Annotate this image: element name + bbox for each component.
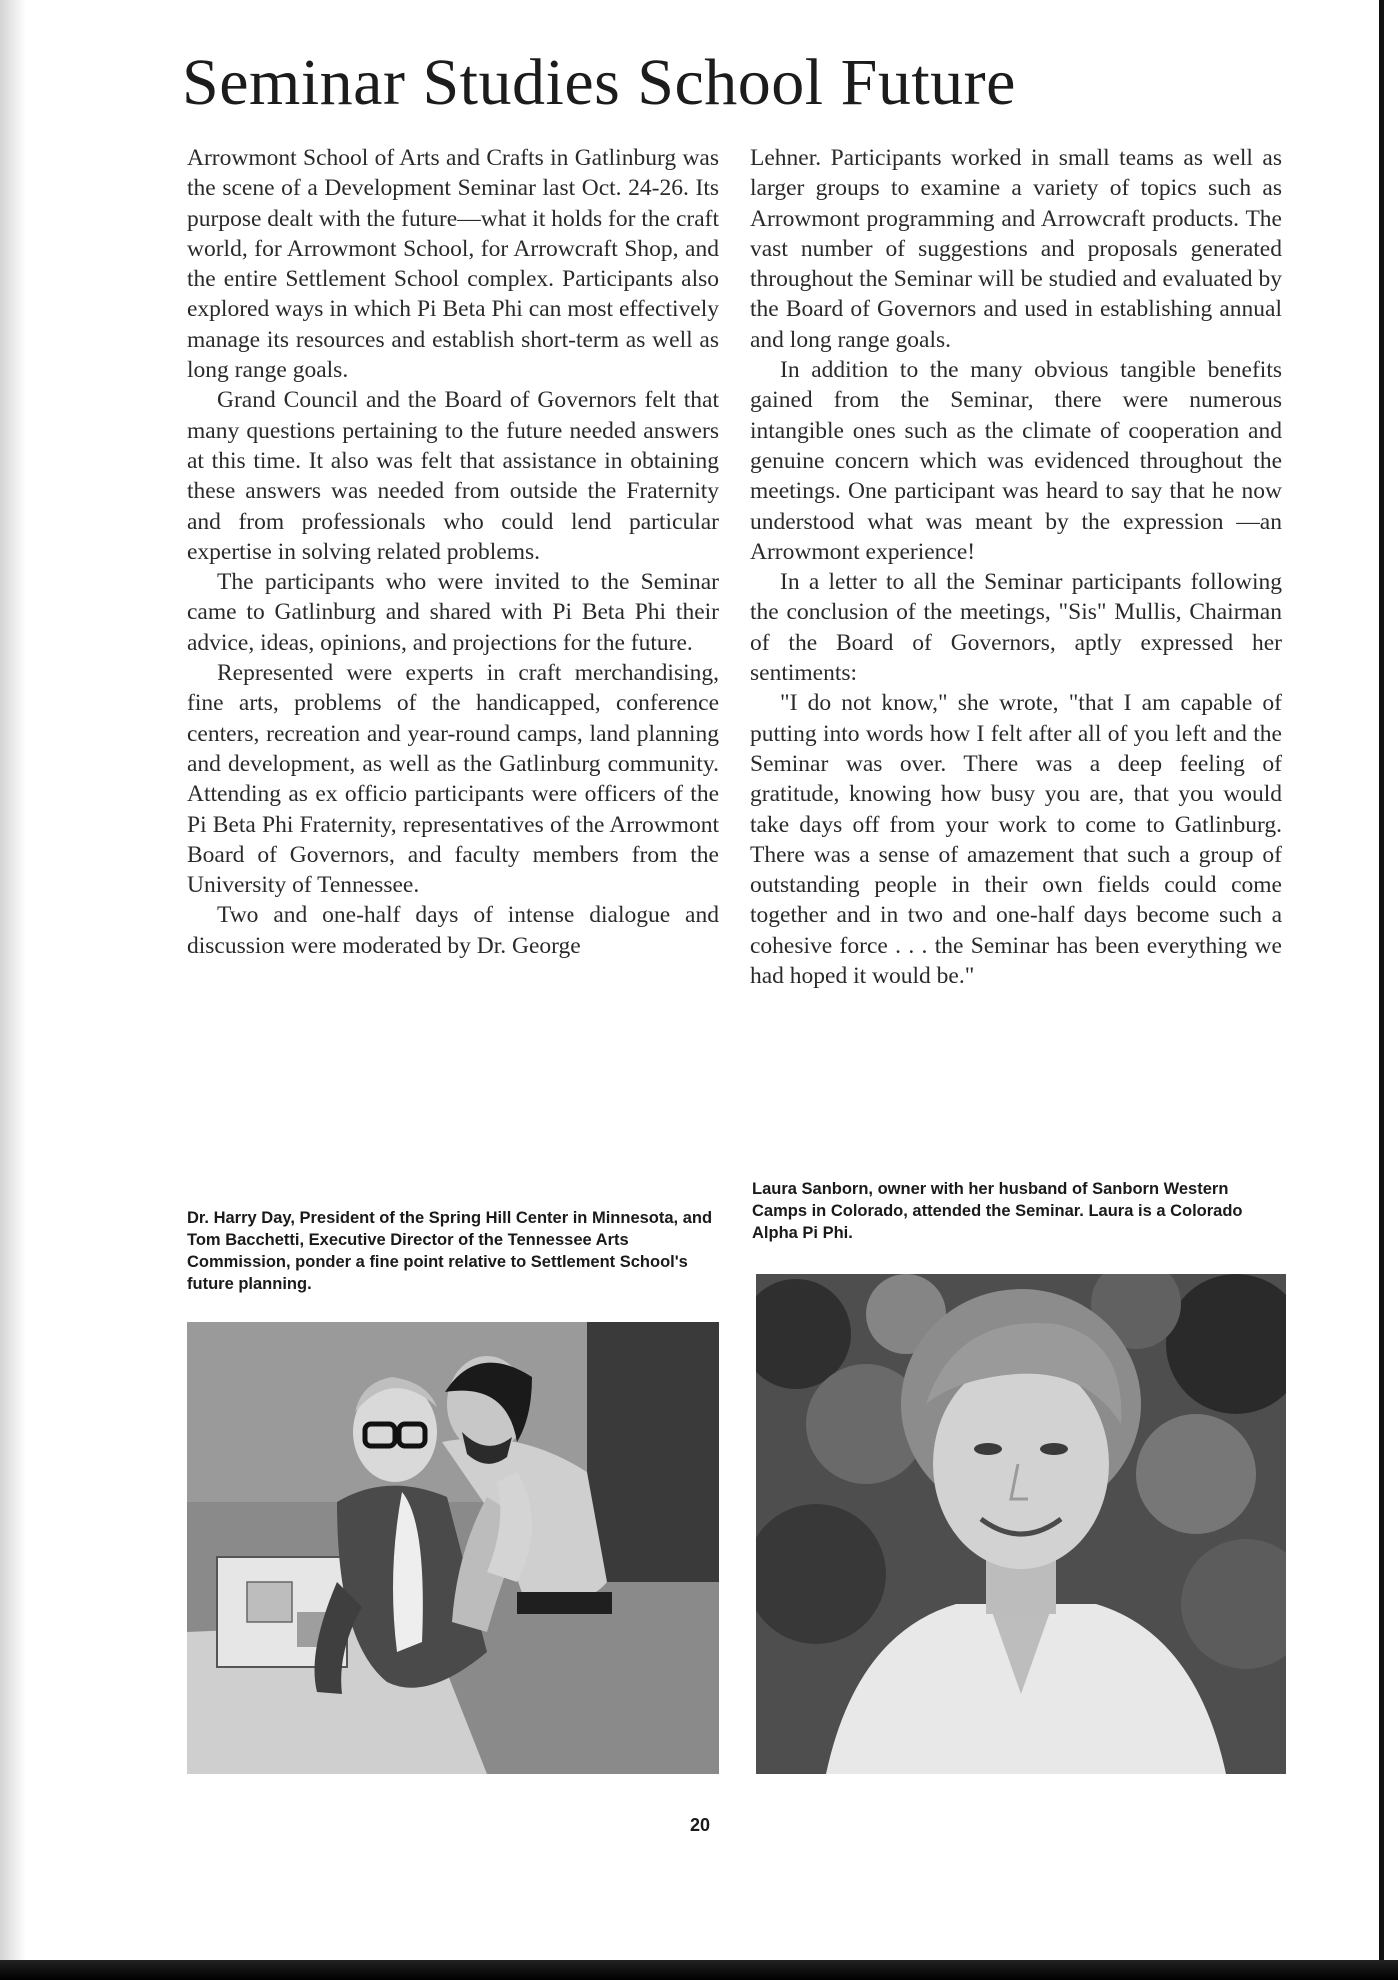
- photo-illustration: [187, 1322, 719, 1774]
- scan-edge-right: [1379, 0, 1384, 1980]
- article-column-left: [187, 143, 719, 961]
- photo-caption-right: Laura Sanborn, owner with her husband of Sanborn Western Camps in Colorado, attended the Seminar. Laura is a Colorado Alpha Pi Phi.: [752, 1180, 1243, 1242]
- article-title: Seminar Studies School Future: [182, 46, 1016, 119]
- paragraph: Two and one-half days of intense dialogue and discussion were moderated by Dr. George: [187, 902, 719, 959]
- scan-edge-bottom: [0, 1960, 1398, 1980]
- page-number: 20: [689, 1815, 711, 1835]
- photo-illustration: [756, 1274, 1286, 1774]
- paragraph: In a letter to all the Seminar participants following the conclusion of the meetings, "Sis" Mullis, Chairman of the Board of Governors, aptly expressed her sentiments:: [750, 569, 1282, 687]
- scan-shadow-left: [0, 0, 26, 1980]
- paragraph: Grand Council and the Board of Governors felt that many questions pertaining to the future needed answers at this time. It also was felt that assistance in obtaining these answers was needed from outside the Fraternity and from professionals who could lend particular expertise in solving related problems.: [187, 387, 719, 565]
- photo-laura-sanborn-portrait: [756, 1274, 1286, 1774]
- article-column-right: [750, 143, 1282, 991]
- photo-two-men-planning: [187, 1322, 719, 1774]
- paragraph: Represented were experts in craft merchandising, fine arts, problems of the handicapped, conference centers, recreation and year-round camps, land planning and development, as well as the Gatlinburg community. Attending as ex officio participants were officers of the Pi Beta Phi Fraternity, representatives of the Arrowmont Board of Governors, and faculty members from the University of Tennessee.: [187, 660, 719, 899]
- paragraph: In addition to the many obvious tangible benefits gained from the Seminar, there were numerous intangible ones such as the climate of cooperation and genuine concern which was evidenced throughout the meetings. One participant was heard to say that he now understood what was meant by the expression —an Arrowmont experience!: [750, 357, 1282, 565]
- paragraph: "I do not know," she wrote, "that I am capable of putting into words how I felt after all of you left and the Seminar was over. There was a deep feeling of gratitude, knowing how busy you are, that you would take days off from your work to come to Gatlinburg. There was a sense of amazement that such a group of outstanding people in their own fields could come together and in two and one-half days become such a cohesive force . . . the Seminar has been everything we had hoped it would be.": [750, 690, 1282, 990]
- paragraph: Lehner. Participants worked in small teams as well as larger groups to examine a variety of topics such as Arrowmont programming and Arrowcraft products. The vast number of suggestions and proposals generated throughout the Seminar will be studied and evaluated by the Board of Governors and used in establishing annual and long range goals.: [750, 145, 1282, 353]
- photo-caption-left: Dr. Harry Day, President of the Spring Hill Center in Minnesota, and Tom Bacchetti, Executive Director of the Tennessee Arts Commission, ponder a fine point relative to Settlement School's future planning.: [187, 1209, 713, 1293]
- paragraph: Arrowmont School of Arts and Crafts in Gatlinburg was the scene of a Development Seminar last Oct. 24-26. Its purpose dealt with the future—what it holds for the craft world, for Arrowmont School, for Arrowcraft Shop, and the entire Settlement School complex. Participants also explored ways in which Pi Beta Phi can most effectively manage its resources and establish short-term as well as long range goals.: [187, 145, 719, 384]
- paragraph: The participants who were invited to the Seminar came to Gatlinburg and shared with Pi Beta Phi their advice, ideas, opinions, and projections for the future.: [187, 569, 719, 656]
